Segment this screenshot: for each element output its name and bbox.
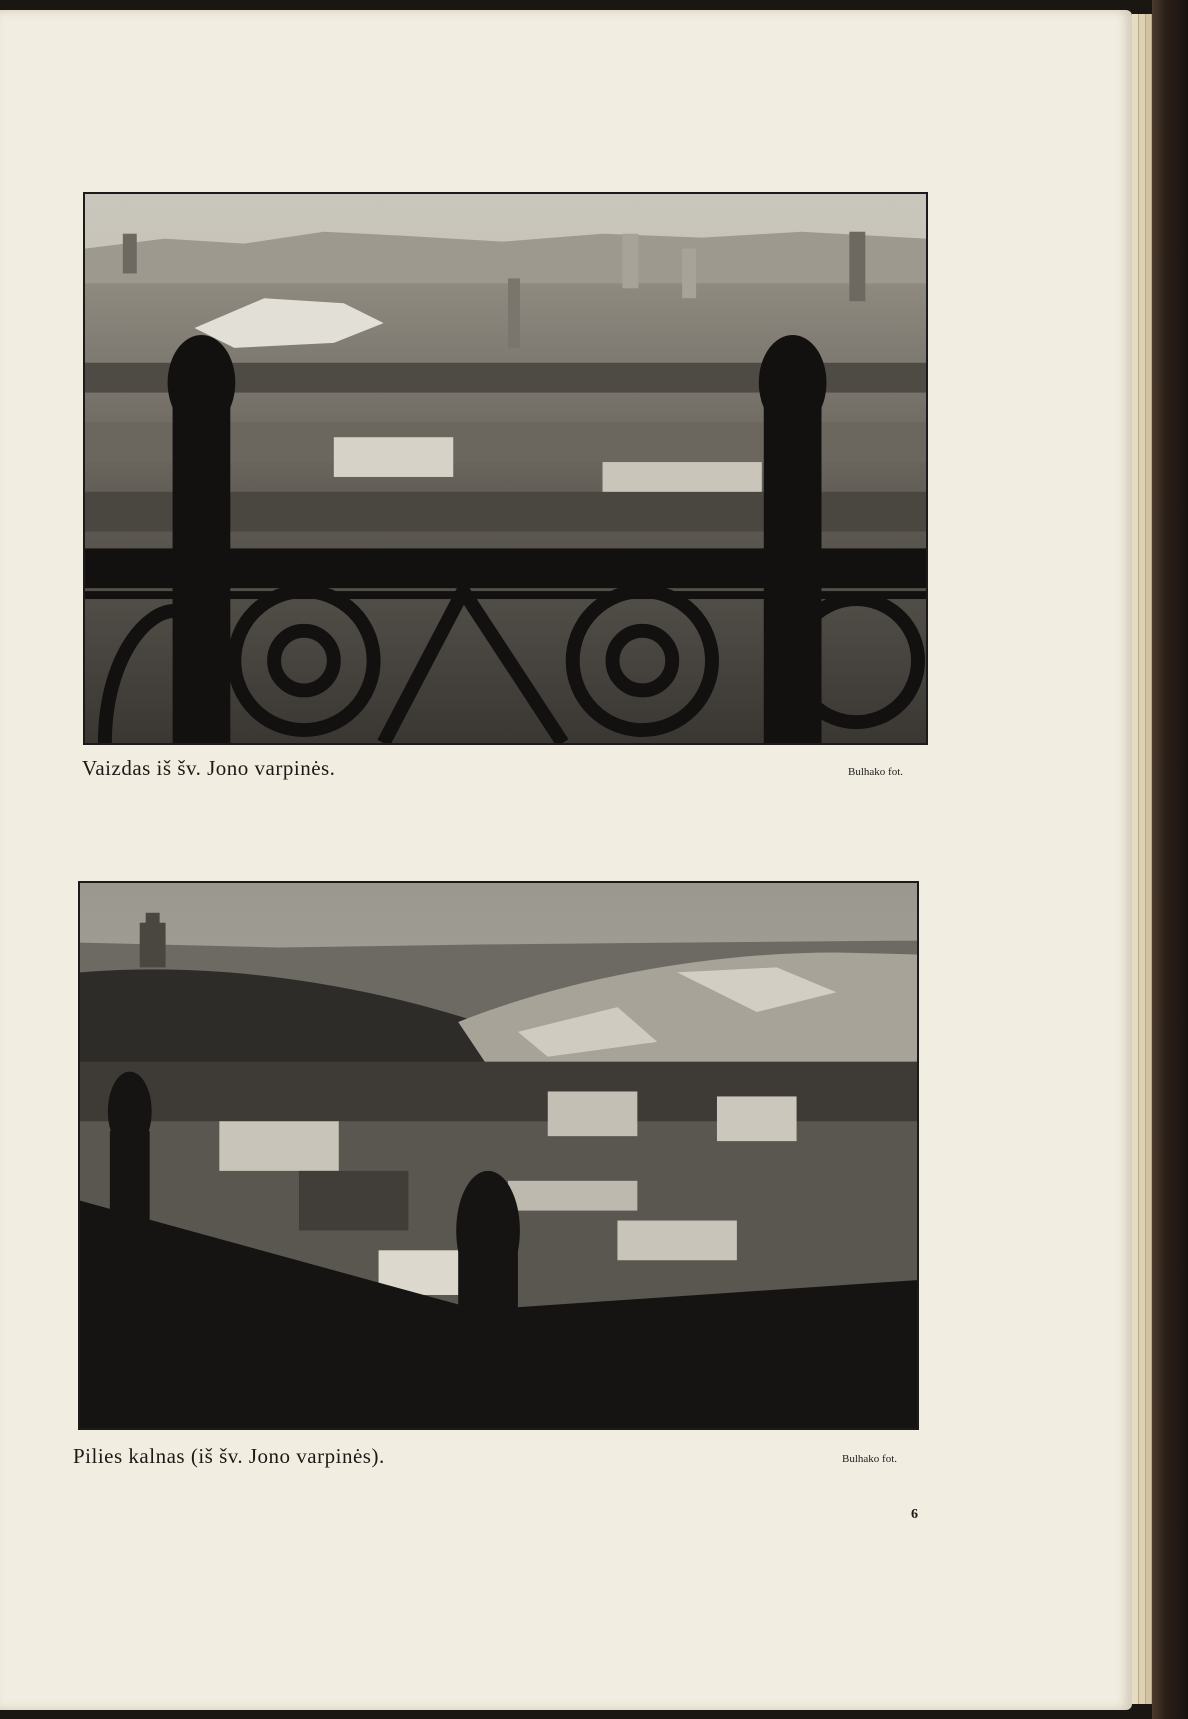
photo-castle-hill xyxy=(78,881,919,1430)
page-number: 6 xyxy=(911,1507,918,1522)
photo-city-view-image xyxy=(85,194,926,743)
book-binding xyxy=(1152,0,1188,1719)
photo-credit: Bulhako fot. xyxy=(842,1453,897,1465)
photo-castle-hill-image xyxy=(80,883,917,1428)
photo-city-view xyxy=(83,192,928,745)
page-edge xyxy=(1132,14,1139,1704)
photo-caption: Vaizdas iš šv. Jono varpinės. xyxy=(82,756,336,780)
photo-credit: Bulhako fot. xyxy=(848,766,903,778)
page-edge xyxy=(1139,14,1146,1704)
photo-caption: Pilies kalnas (iš šv. Jono varpinės). xyxy=(73,1444,385,1468)
book-page xyxy=(0,10,1132,1710)
